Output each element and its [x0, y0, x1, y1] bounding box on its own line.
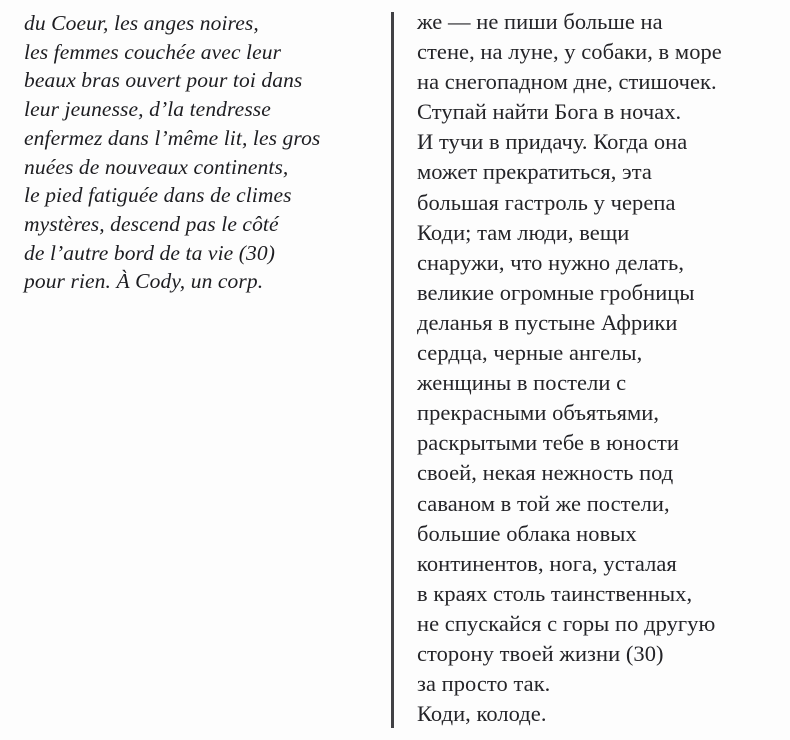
- verse-line: снаружи, что нужно делать,: [417, 249, 685, 275]
- verse-line: du Coeur, les anges noires,: [24, 11, 259, 35]
- verse-line: саваном в той же постели,: [417, 490, 670, 516]
- source-verse-lines: [24, 0, 380, 296]
- verse-line: Ступай найти Бога в ночах.: [417, 99, 682, 125]
- verse-line: большие облака новых: [417, 520, 637, 546]
- verse-line: за просто так.: [417, 671, 551, 697]
- verse-line: сердца, черные ангелы,: [417, 340, 643, 366]
- verse-line: enfermez dans l’même lit, les gros: [24, 125, 321, 150]
- verse-line: раскрытыми тебе в юности: [417, 430, 679, 456]
- verse-line: стене, на луне, у собаки, в море: [417, 39, 722, 65]
- verse-line: leur jeunesse, d’la tendresse: [24, 97, 271, 122]
- verse-line: les femmes couchée avec leur: [24, 39, 282, 64]
- translation-text-column: [417, 0, 783, 729]
- verse-line: прекрасными объятьями,: [417, 400, 660, 426]
- verse-line: beaux bras ouvert pour toi dans: [24, 68, 303, 93]
- verse-line: деланья в пустыне Африки: [417, 309, 678, 335]
- verse-line: большая гастроль у черепа: [417, 189, 676, 215]
- verse-line: de l’autre bord de ta vie (30): [24, 240, 275, 265]
- translation-verse-lines: [417, 0, 783, 729]
- verse-line: nuées de nouveaux continents,: [24, 154, 289, 179]
- verse-line: континентов, нога, усталая: [417, 550, 677, 576]
- verse-line: может прекратиться, эта: [417, 159, 652, 185]
- verse-line: Коди; там люди, вещи: [417, 219, 630, 245]
- verse-line: великие огромные гробницы: [417, 279, 695, 305]
- verse-line: не спускайся с горы по другую: [417, 610, 716, 636]
- verse-line: в краях столь таинственных,: [417, 580, 693, 606]
- verse-line: le pied fatiguée dans de climes: [24, 183, 292, 208]
- verse-line: же — не пиши больше на: [417, 9, 663, 34]
- verse-line: Коди, колоде.: [417, 701, 547, 727]
- verse-line: И тучи в придачу. Когда она: [417, 129, 688, 155]
- column-divider-rule: [391, 12, 394, 728]
- verse-line: сторону твоей жизни (30): [417, 640, 664, 666]
- verse-line: своей, некая нежность под: [417, 460, 674, 486]
- verse-line: pour rien. À Cody, un corp.: [24, 269, 264, 294]
- verse-line: женщины в постели с: [417, 370, 627, 396]
- verse-line: mystères, descend pas le côté: [24, 211, 279, 236]
- source-text-column: [24, 0, 380, 296]
- verse-line: на снегопадном дне, стишочек.: [417, 69, 717, 95]
